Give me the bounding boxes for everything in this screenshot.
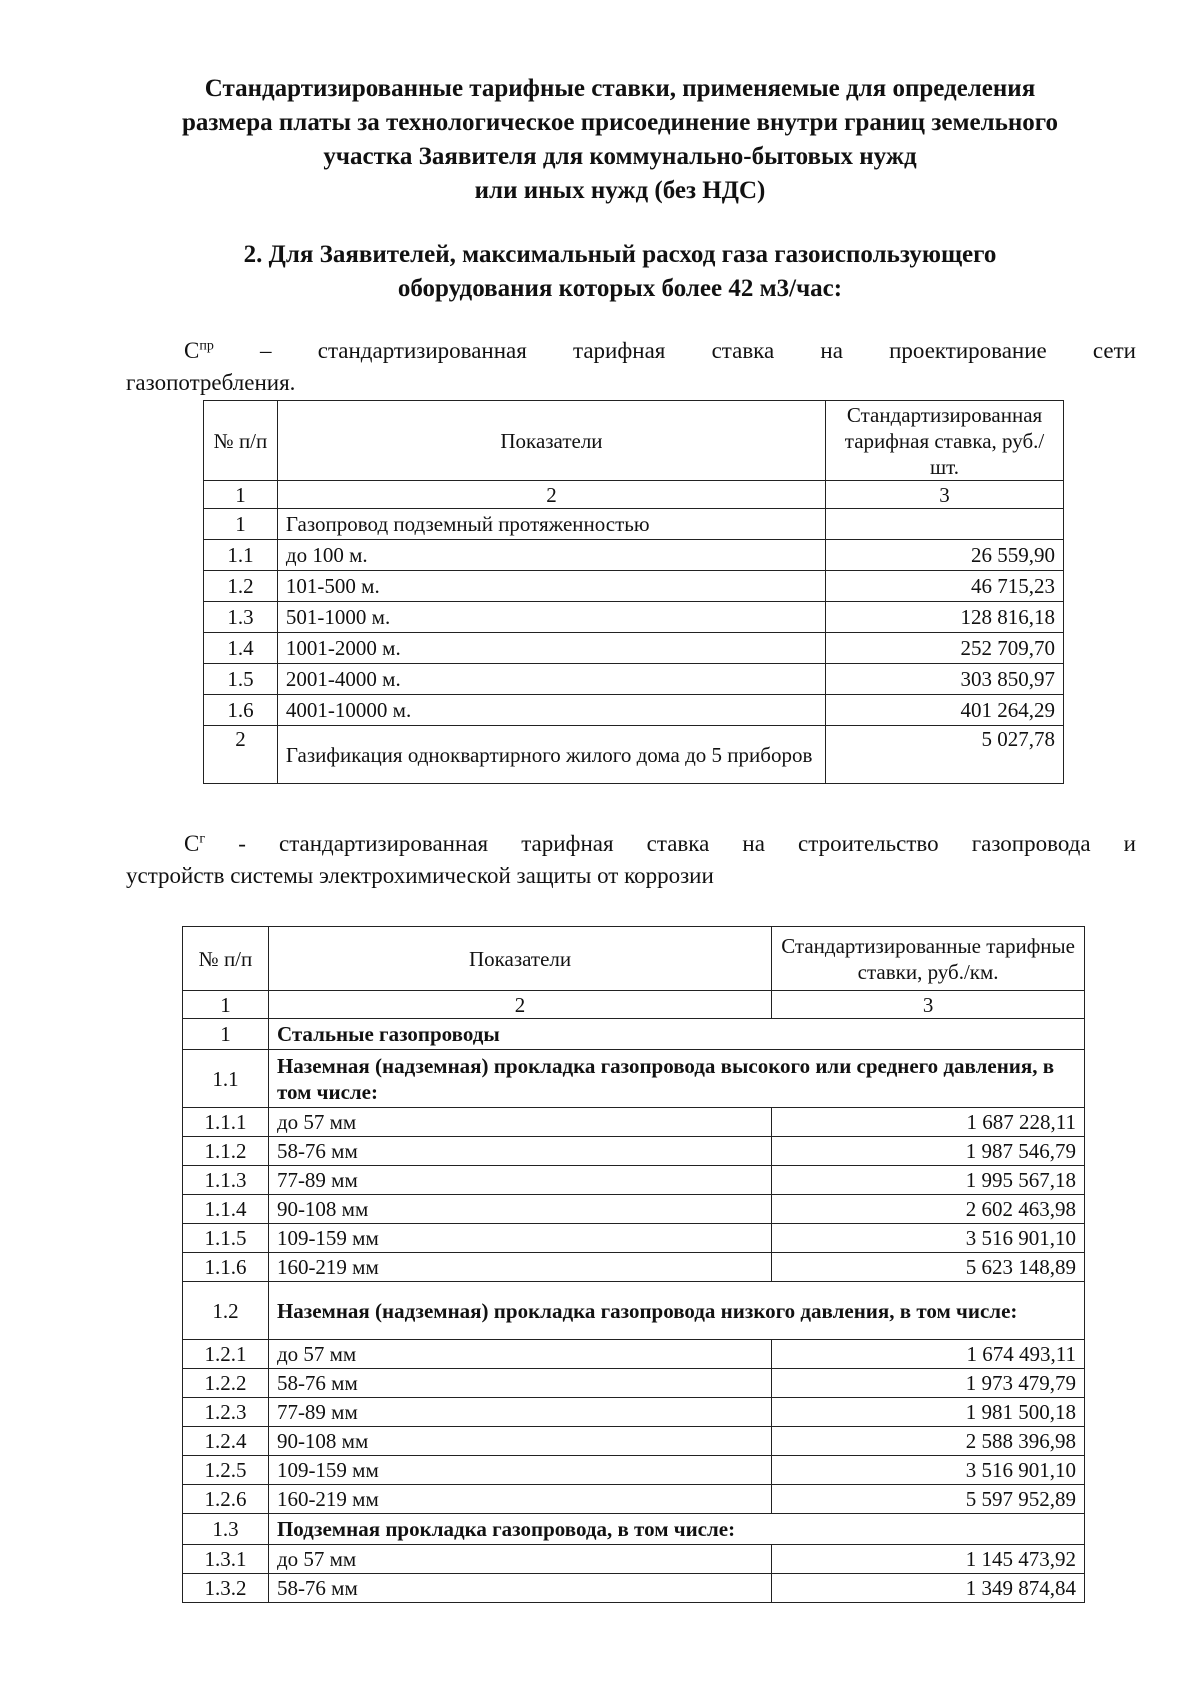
row-name: до 100 м. <box>277 540 825 571</box>
para-line-2: устройств системы электрохимической защиты от коррозии <box>126 863 714 888</box>
row-name: 109-159 мм <box>268 1224 771 1253</box>
row-num: 1.2 <box>183 1282 269 1340</box>
row-value: 1 987 546,79 <box>772 1137 1085 1166</box>
group-name: Наземная (надземная) прокладка газопровода низкого давления, в том числе: <box>268 1282 1084 1340</box>
title-line: размера платы за технологическое присоединение внутри границ земельного <box>182 109 1058 136</box>
section-name: Стальные газопроводы <box>268 1019 1084 1050</box>
rate-symbol-sup: г <box>199 831 206 847</box>
table-row <box>183 1253 1085 1282</box>
row-num: 1.1.1 <box>183 1108 269 1137</box>
row-value: 252 709,70 <box>826 633 1064 664</box>
table-row <box>183 1108 1085 1137</box>
row-value: 1 973 479,79 <box>772 1369 1085 1398</box>
table-row <box>183 1427 1085 1456</box>
row-value: 1 687 228,11 <box>772 1108 1085 1137</box>
table-row <box>183 1398 1085 1427</box>
header-name: Показатели <box>268 927 771 991</box>
col-number: 1 <box>204 481 278 509</box>
row-num: 1.1.6 <box>183 1253 269 1282</box>
row-value: 401 264,29 <box>826 695 1064 726</box>
table-row <box>183 1166 1085 1195</box>
group-row <box>183 1050 1085 1108</box>
title-line: Стандартизированные тарифные ставки, применяемые для определения <box>204 75 1036 102</box>
row-num: 1.6 <box>204 695 278 726</box>
row-value: 26 559,90 <box>826 540 1064 571</box>
table-row <box>204 540 1064 571</box>
row-value: 3 516 901,10 <box>772 1224 1085 1253</box>
column-numbers-row <box>183 991 1085 1019</box>
row-num: 1 <box>183 1019 269 1050</box>
row-value: 1 349 874,84 <box>772 1574 1085 1603</box>
group-row <box>183 1282 1085 1340</box>
row-num: 1.1.4 <box>183 1195 269 1224</box>
table-row <box>204 602 1064 633</box>
row-num: 1.2.3 <box>183 1398 269 1427</box>
row-value: 1 995 567,18 <box>772 1166 1085 1195</box>
table-row <box>204 726 1064 784</box>
rate-symbol: С <box>184 338 200 363</box>
col-number: 2 <box>277 481 825 509</box>
row-num: 1.3.1 <box>183 1545 269 1574</box>
row-value <box>826 509 1064 540</box>
col-number: 3 <box>826 481 1064 509</box>
row-num: 1.3.2 <box>183 1574 269 1603</box>
section-row <box>183 1019 1085 1050</box>
design-rates-table <box>203 400 1064 784</box>
row-value: 3 516 901,10 <box>772 1456 1085 1485</box>
row-num: 1.1.5 <box>183 1224 269 1253</box>
col-number: 3 <box>772 991 1085 1019</box>
group-row <box>183 1514 1085 1545</box>
title-line: участка Заявителя для коммунально-бытовых нужд <box>323 143 917 170</box>
para-line <box>126 828 1136 860</box>
row-name: до 57 мм <box>268 1340 771 1369</box>
row-num: 1.1 <box>204 540 278 571</box>
row-name: 90-108 мм <box>268 1195 771 1224</box>
table-row <box>204 509 1064 540</box>
row-name: 58-76 мм <box>268 1369 771 1398</box>
para-line <box>126 335 1136 367</box>
row-num: 1.4 <box>204 633 278 664</box>
table-header-row <box>204 401 1064 481</box>
table-row <box>204 664 1064 695</box>
col-number: 1 <box>183 991 269 1019</box>
row-name: 4001-10000 м. <box>277 695 825 726</box>
row-value: 2 588 396,98 <box>772 1427 1085 1456</box>
row-value: 303 850,97 <box>826 664 1064 695</box>
table-row <box>183 1340 1085 1369</box>
row-name: Газопровод подземный протяженностью <box>277 509 825 540</box>
row-name: Газификация одноквартирного жилого дома до 5 приборов <box>277 726 825 784</box>
header-rate: Стандартизированные тарифные ставки, руб./км. <box>772 927 1085 991</box>
row-name: до 57 мм <box>268 1545 771 1574</box>
row-num: 1.2.6 <box>183 1485 269 1514</box>
table-row <box>204 633 1064 664</box>
row-num: 1.2 <box>204 571 278 602</box>
row-num: 1.2.4 <box>183 1427 269 1456</box>
column-numbers-row <box>204 481 1064 509</box>
row-value: 1 145 473,92 <box>772 1545 1085 1574</box>
document-title <box>100 72 1140 208</box>
col-number: 2 <box>268 991 771 1019</box>
row-value: 5 027,78 <box>826 726 1064 784</box>
row-value: 46 715,23 <box>826 571 1064 602</box>
table-row <box>204 571 1064 602</box>
row-num: 1 <box>204 509 278 540</box>
row-num: 1.3 <box>204 602 278 633</box>
header-name: Показатели <box>277 401 825 481</box>
row-num: 1.2.5 <box>183 1456 269 1485</box>
row-value: 5 623 148,89 <box>772 1253 1085 1282</box>
row-num: 1.1.3 <box>183 1166 269 1195</box>
row-value: 1 674 493,11 <box>772 1340 1085 1369</box>
rate-symbol: С <box>184 831 200 856</box>
table-row <box>183 1195 1085 1224</box>
row-value: 5 597 952,89 <box>772 1485 1085 1514</box>
design-rate-description <box>126 335 1136 399</box>
row-name: 109-159 мм <box>268 1456 771 1485</box>
table-row <box>183 1369 1085 1398</box>
table-row <box>183 1456 1085 1485</box>
row-num: 1.2.1 <box>183 1340 269 1369</box>
table-row <box>183 1224 1085 1253</box>
row-num: 1.1 <box>183 1050 269 1108</box>
table-row <box>183 1485 1085 1514</box>
construction-rate-description <box>126 828 1136 892</box>
para-text: - стандартизированная тарифная ставка на строительство газопровода и <box>205 831 1136 856</box>
table-row <box>183 1545 1085 1574</box>
table-row <box>204 695 1064 726</box>
rate-symbol-sup: пр <box>199 338 214 354</box>
row-name: 2001-4000 м. <box>277 664 825 695</box>
title-line: или иных нужд (без НДС) <box>474 177 766 204</box>
row-num: 2 <box>204 726 278 784</box>
header-rate: Стандартизированная тарифная ставка, руб./шт. <box>826 401 1064 481</box>
row-name: 77-89 мм <box>268 1166 771 1195</box>
row-num: 1.5 <box>204 664 278 695</box>
row-name: до 57 мм <box>268 1108 771 1137</box>
row-value: 128 816,18 <box>826 602 1064 633</box>
table-row <box>183 1137 1085 1166</box>
row-name: 58-76 мм <box>268 1137 771 1166</box>
row-num: 1.2.2 <box>183 1369 269 1398</box>
para-line-2: газопотребления. <box>126 370 296 395</box>
row-name: 90-108 мм <box>268 1427 771 1456</box>
row-name: 1001-2000 м. <box>277 633 825 664</box>
subtitle-line: оборудования которых более 42 м3/час: <box>397 275 843 302</box>
table-row <box>183 1574 1085 1603</box>
group-name: Наземная (надземная) прокладка газопровода высокого или среднего давления, в том числе: <box>268 1050 1084 1108</box>
row-name: 58-76 мм <box>268 1574 771 1603</box>
construction-rates-table <box>182 926 1085 1603</box>
row-name: 101-500 м. <box>277 571 825 602</box>
section-heading <box>100 238 1140 306</box>
row-value: 2 602 463,98 <box>772 1195 1085 1224</box>
row-name: 77-89 мм <box>268 1398 771 1427</box>
table-header-row <box>183 927 1085 991</box>
header-num: № п/п <box>204 401 278 481</box>
group-name: Подземная прокладка газопровода, в том числе: <box>268 1514 1084 1545</box>
row-name: 160-219 мм <box>268 1485 771 1514</box>
subtitle-line: 2. Для Заявителей, максимальный расход газа газоиспользующего <box>243 241 997 268</box>
row-name: 501-1000 м. <box>277 602 825 633</box>
row-name: 160-219 мм <box>268 1253 771 1282</box>
header-num: № п/п <box>183 927 269 991</box>
row-value: 1 981 500,18 <box>772 1398 1085 1427</box>
para-text: – стандартизированная тарифная ставка на проектирование сети <box>213 338 1136 363</box>
row-num: 1.1.2 <box>183 1137 269 1166</box>
row-num: 1.3 <box>183 1514 269 1545</box>
